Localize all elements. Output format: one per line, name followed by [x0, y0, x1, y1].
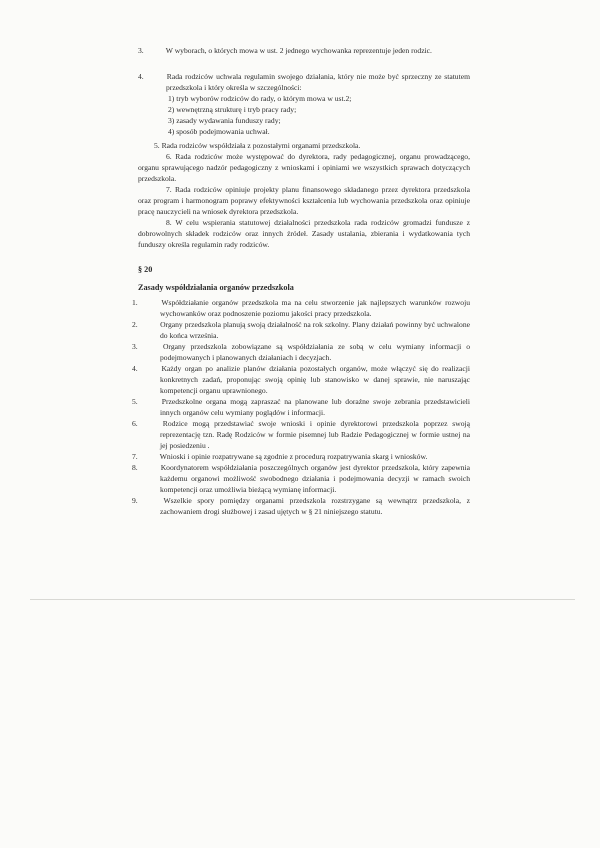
- list-item-text: Każdy organ po analizie planów działania pozostałych organów, może włączyć się do realizacji konkretnych zadań, proponując swoją opinię lub stanowisko w danej sprawie, nie naruszając kompetencji organu uprawnionego.: [160, 364, 470, 395]
- subitem-1: 1) tryb wyborów rodziców do rady, o którym mowa w ust.2;: [168, 94, 352, 103]
- list-item: [132, 495, 471, 517]
- list-item-number: 4.: [132, 364, 138, 373]
- section-title: § 20: [138, 265, 153, 274]
- subitem-4: 4) sposób podejmowania uchwał.: [168, 127, 270, 136]
- items-5-8: [138, 140, 470, 250]
- list-item-text: Koordynatorem współdziałania poszczególnych organów jest dyrektor przedszkola, który zapewnia każdemu organowi możliwość swobodnego działania i podejmowania decyzji w ramach swoich kompetencji oraz umożliwia bieżącą wymianę informacji.: [160, 463, 470, 494]
- list-item: [132, 341, 470, 363]
- list-item-number: 7.: [132, 452, 138, 461]
- page-fold-line: [30, 599, 575, 600]
- list-item-number: 5.: [132, 397, 138, 406]
- list-item: [132, 462, 470, 495]
- item-5-text: Rada rodziców współdziała z pozostałymi organami przedszkola.: [161, 141, 361, 150]
- list-item-text: Współdziałanie organów przedszkola ma na celu stworzenie jak najlepszych warunków rozwoju wychowanków oraz podnoszenie poziomu jakości pracy przedszkola.: [160, 298, 470, 318]
- list-item-number: 9.: [132, 496, 138, 505]
- subitem-2: 2) wewnętrzną strukturę i tryb pracy rady;: [168, 105, 297, 114]
- list-item-number: 6.: [132, 419, 138, 428]
- section-subtitle: Zasady współdziałania organów przedszkola: [138, 283, 294, 292]
- list-item-text: Rodzice mogą przedstawiać swoje wnioski i opinie dyrektorowi przedszkola poprzez swoją reprezentację tzn. Radę Rodziców w formie pisemnej lub Radzie Pedagogicznej w formie ustnej na jej posiedzeniu .: [160, 419, 470, 450]
- item-7-number: 7.: [166, 185, 172, 194]
- item-8-number: 8.: [166, 218, 172, 227]
- item-3: [138, 45, 470, 56]
- list-item: [132, 297, 470, 319]
- section-20-list: [132, 297, 471, 517]
- list-item: [132, 451, 470, 462]
- list-item-number: 3.: [132, 342, 138, 351]
- item-6-text: Rada rodziców może występować do dyrektora, rady pedagogicznej, organu prowadzącego, organu sprawującego nadzór pedagogiczny z wnioskami i opiniami we wszystkich sprawach dotyczących przedszkola.: [138, 152, 470, 183]
- list-item-number: 8.: [132, 463, 138, 472]
- list-item-text: Organy przedszkola zobowiązane są współdziałania ze sobą w celu wymiany informacji o podejmowanych i planowanych działaniach i decyzjach.: [160, 342, 470, 362]
- item-7-text: Rada rodziców opiniuje projekty planu finansowego składanego przez dyrektora przedszkola oraz program i harmonogram poprawy efektywności kształcenia lub wychowania przedszkola oraz opiniuje pracę nauczycieli na wniosek dyrektora przedszkola.: [138, 185, 470, 216]
- item-4-subitems: [152, 93, 470, 137]
- item-3-text: W wyborach, o których mowa w ust. 2 jednego wychowanka reprezentuje jeden rodzic.: [165, 46, 432, 55]
- list-item-number: 1.: [132, 298, 138, 307]
- list-item-text: Wszelkie spory pomiędzy organami przedszkola rozstrzygane są wewnątrz przedszkola, z zachowaniem drogi służbowej i zasad ujętych w § 21 niniejszego statutu.: [160, 496, 471, 516]
- item-5-number: 5.: [154, 141, 160, 150]
- list-item: [132, 418, 470, 451]
- item-4-text: Rada rodziców uchwala regulamin swojego działania, który nie może być sprzeczny ze statutem przedszkola i który określa w szczególności:: [166, 72, 470, 92]
- subitem-3: 3) zasady wydawania funduszy rady;: [168, 116, 281, 125]
- item-3-number: 3.: [138, 46, 144, 55]
- list-item-text: Przedszkolne organa mogą zapraszać na planowane lub doraźne swoje zebrania przedstawicieli innych organów celu wymiany poglądów i informacji.: [160, 397, 470, 417]
- item-8-text: W celu wspierania statutowej działalności przedszkola rada rodziców gromadzi fundusze z dobrowolnych składek rodziców oraz innych źródeł. Zasady ustalania, zbierania i wydatkowania tych funduszy określa regulamin rady rodziców.: [138, 218, 470, 249]
- list-item-number: 2.: [132, 320, 138, 329]
- list-item: [132, 319, 470, 341]
- item-4-number: 4.: [138, 72, 144, 81]
- list-item: [132, 396, 470, 418]
- item-6-number: 6.: [166, 152, 172, 161]
- list-item-text: Wnioski i opinie rozpatrywane są zgodnie z procedurą rozpatrywania skarg i wniosków.: [159, 452, 428, 461]
- item-4: [138, 71, 470, 137]
- list-item: [132, 363, 470, 396]
- list-item-text: Organy przedszkola planują swoją działalność na rok szkolny. Plany działań powinny być uchwalone do końca września.: [160, 320, 470, 340]
